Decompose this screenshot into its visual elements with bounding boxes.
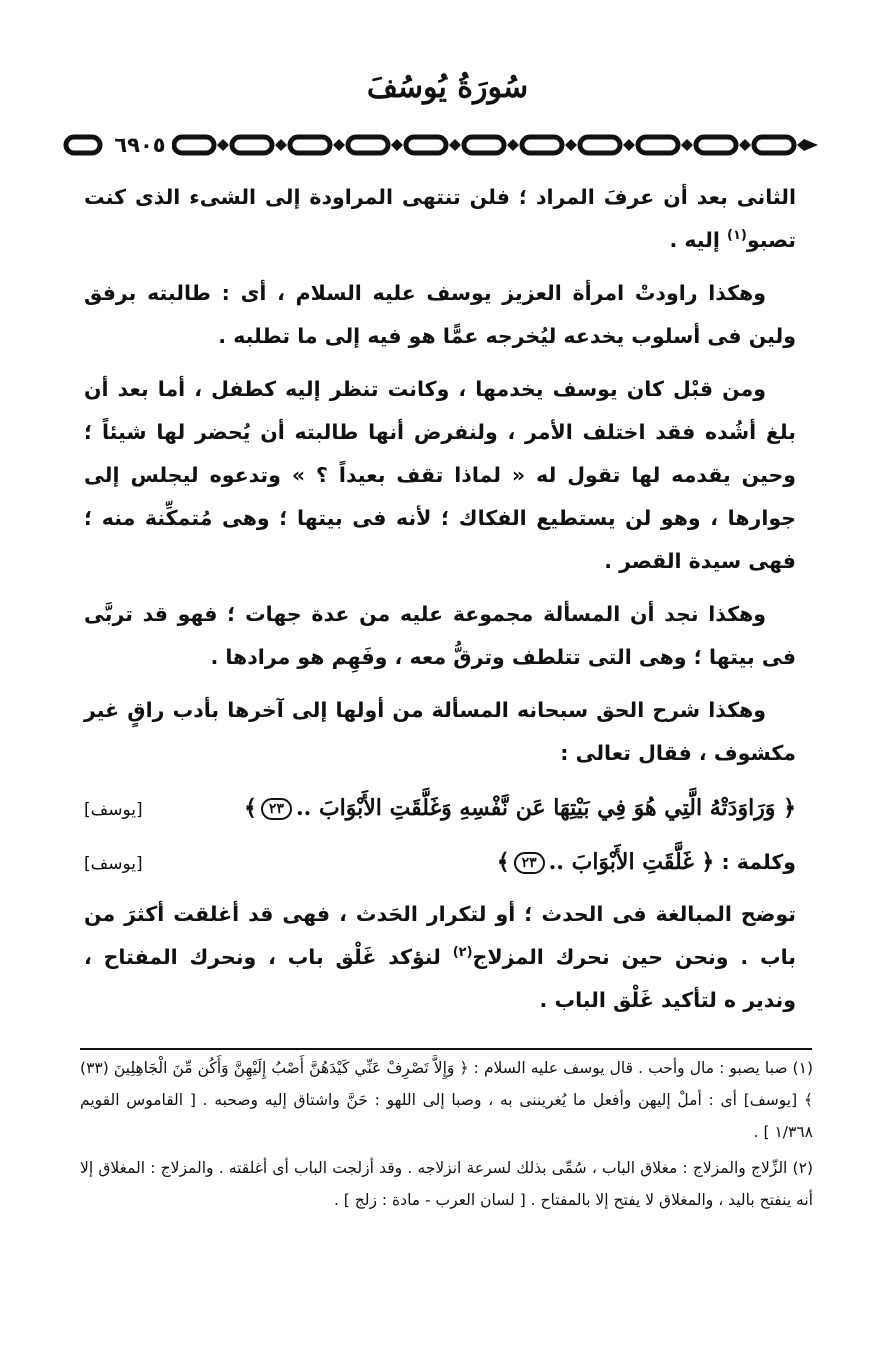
- footnote-separator: [80, 1048, 812, 1050]
- paragraph-6: توضح المبالغة فى الحدث ؛ أو لتكرار الحَدث ، فهى قد أغلقت أكثرَ من باب . ونحن حين نحرك المزلاج$^{(٢)}$ لنؤكد غَلْق باب ، ونحرك المفتاح ، وندير ه لتأكيد غَلْق الباب .: [84, 902, 796, 1012]
- paragraph-2: وهكذا راودتْ امرأة العزيز يوسف عليه السلام ، أى : طالبته برفق ولين فى أسلوب يخدعه ليُخرجه عمًّا هو فيه إلى ما تطلبه .: [84, 281, 796, 348]
- verse-reference: [يوسف]: [84, 854, 143, 874]
- ayah-number-mark: ٢٣: [514, 852, 545, 874]
- body-text: [84, 176, 796, 1032]
- paragraph-5: وهكذا شرح الحق سبحانه المسألة من أولها إلى آخرها بأدب راقٍ غير مكشوف ، فقال تعالى :: [84, 698, 796, 765]
- verse-reference: [يوسف]: [84, 800, 143, 820]
- footnote-ref-2: (٢): [452, 945, 473, 961]
- footnote-ref-1: (١): [727, 228, 747, 244]
- quran-verse-1: ﴿ وَرَاوَدَتْهُ الَّتِي هُوَ فِي بَيْتِهَا عَن نَّفْسِهِ وَغَلَّقَتِ الأَبْوَابَ ..٢٣﴾ [يوسف]: [84, 785, 796, 833]
- footnotes: [80, 1052, 813, 1220]
- footnote-2: (٢) الزِّلاج والمزلاج : مغلاق الباب ، سُمِّى بذلك لسرعة انزلاجه . وقد أزلجت الباب أى أغلقته . والمزلاج : المغلاق إلا أنه ينفتح باليد ، والمغلاق لا يفتح إلا بالمفتاح . [ لسان العرب - مادة : زلج ] .: [80, 1159, 813, 1209]
- paragraph-1: الثانى بعد أن عرفَ المراد ؛ فلن تنتهى المراودة إلى الشىء الذى كنت تصبو$^{(١)}$ إليه .: [84, 185, 796, 252]
- quran-verse-2: وكلمة : ﴿ غَلَّقَتِ الأَبْوَابَ ..٢٣﴾ [يوسف]: [84, 839, 796, 887]
- page-number: ٦٩٠٥: [108, 129, 172, 161]
- paragraph-4: وهكذا نجد أن المسألة مجموعة عليه من عدة جهات ؛ فهو قد تربَّى فى بيتها ؛ وهى التى تتلطف وترقُّ معه ، وفَهِم هو مرادها .: [84, 602, 796, 669]
- footnote-1: (١) صبا يصبو : مال وأحب . قال يوسف عليه السلام : ﴿ وَإِلاَّ تَصْرِفْ عَنِّي كَيْدَهُنَّ أَصْبُ إِلَيْهِنَّ وَأَكُن مِّنَ الْجَاهِلِينَ (٣٣) ﴾ [يوسف] أى : أملْ إليهن وأفعل ما يُغريننى به ، وصبا إلى اللهو : حَنَّ واشتاق إليه وصحبه . [ القاموس القويم ١/٣٦٨ ] .: [80, 1059, 813, 1141]
- ayah-number-mark: ٢٣: [261, 798, 292, 820]
- ornamental-header-rule: [62, 124, 822, 166]
- surah-title: سُورَةُ يُوسُفَ: [366, 70, 529, 105]
- paragraph-3: ومن قبْل كان يوسف يخدمها ، وكانت تنظر إليه كطفل ، أما بعد أن بلغ أشُده فقد اختلف الأمر ، ولنفرض أنها طالبته أن يُحضر لها شيئاً ؛ وحين يقدمه لها تقول له « لماذا تقف بعيداً ؟ » وتدعوه ليجلس إلى جوارها ، وهو لن يستطيع الفكاك ؛ لأنه فى بيتها ؛ وهى مُتمكِّنة منه ؛ فهى سيدة القصر .: [84, 377, 796, 573]
